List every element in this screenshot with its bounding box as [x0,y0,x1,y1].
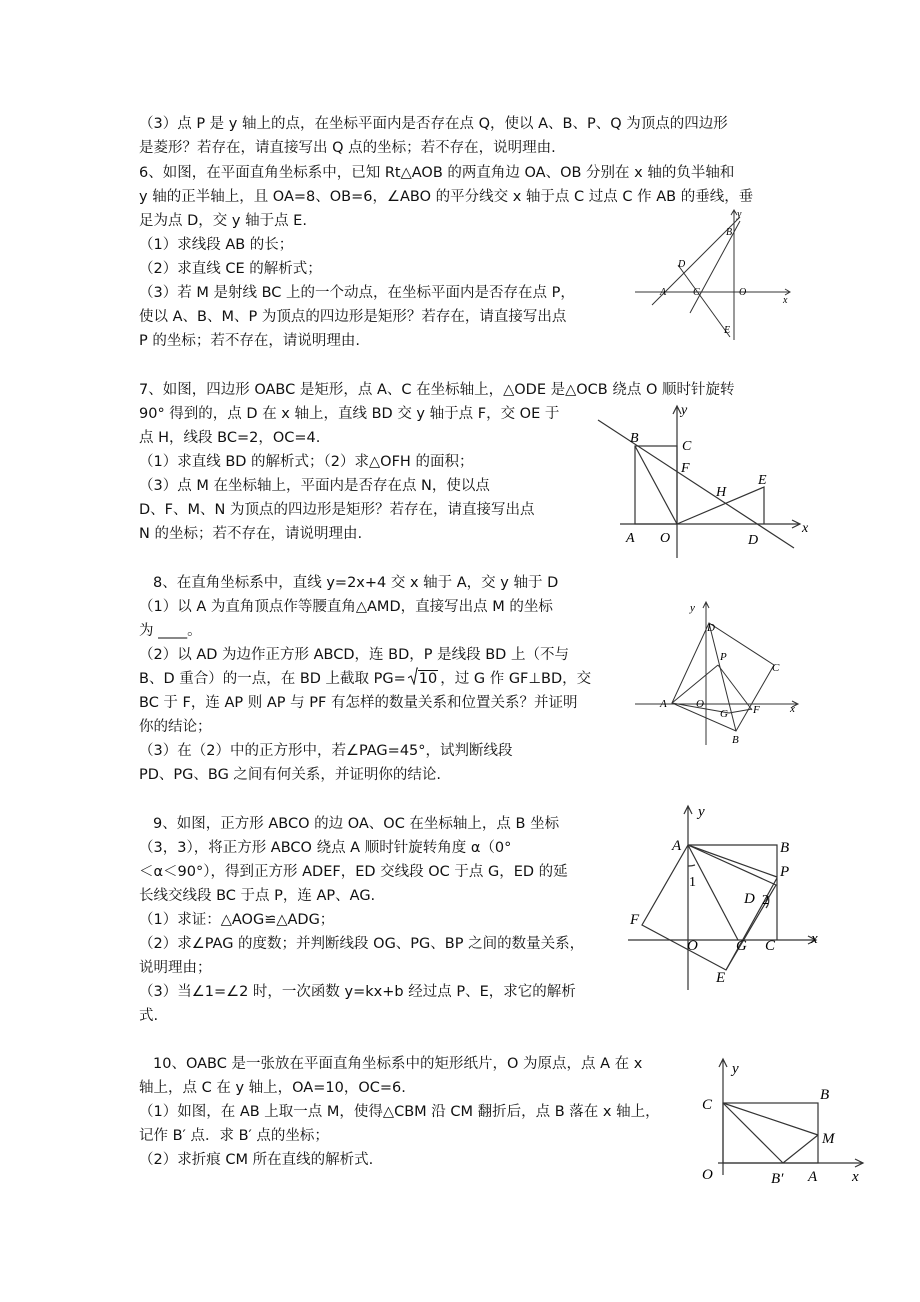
label-E: E [758,473,767,488]
text-line: 记作 B′ 点．求 B′ 点的坐标； [139,1128,329,1144]
text-line: 7、如图，四边形 OABC 是矩形，点 A、C 在坐标轴上，△ODE 是△OCB 绕点 O 顺时针旋转 [139,382,735,398]
text-line: 足为点 D，交 y 轴于点 E. [139,213,307,229]
label-O: O [660,531,671,546]
radicand: 10 [418,671,438,687]
label-D: D [678,259,686,270]
text-line: （2）求折痕 CM 所在直线的解析式. [139,1152,374,1168]
label-A: A [672,838,682,854]
text-line: 说明理由； [139,960,212,976]
label-B: B [780,840,790,856]
label-D: D [744,891,755,907]
text-line: （1）求线段 AB 的长； [139,237,294,253]
text-line: 你的结论； [139,719,212,735]
text-line: BC 于 F，连 AP 则 AP 与 PF 有怎样的数量关系和位置关系？并证明 [139,695,578,711]
label-E: E [716,970,726,986]
label-O: O [696,698,704,710]
text-line: 10、OABC 是一张放在平面直角坐标系中的矩形纸片，O 为原点，点 A 在 x [153,1056,643,1072]
figure-q10 [698,1055,873,1190]
label-angle-2: 2 [762,893,769,908]
label-A: A [626,531,635,546]
text-line: （3，3），将正方形 ABCO 绕点 A 顺时针旋转角度 α（0° [139,840,512,856]
text-line: （3）在（2）中的正方形中，若∠PAG=45°，试判断线段 [139,743,513,759]
label-P: P [780,864,790,880]
text-line: ＜α＜90°），得到正方形 ADEF，ED 交线段 OC 于点 G，ED 的延 [139,864,568,880]
label-B: B [630,431,639,446]
text-line: 是菱形？若存在，请直接写出 Q 点的坐标；若不存在，说明理由. [139,140,556,156]
label-G: G [720,708,728,720]
text-line: P 的坐标；若不存在，请说明理由. [139,333,360,349]
label-B: B [820,1087,830,1103]
text-line: （2）求∠PAG 的度数；并判断线段 OG、PG、BP 之间的数量关系， [139,936,585,952]
label-y: y [698,804,705,820]
text-line: （1）求证：△AOG≌△ADG； [139,912,335,928]
figure-q9 [620,800,830,995]
figure-q7 [590,398,815,563]
text-line: 9、如图，正方形 ABCO 的边 OA、OC 在坐标轴上，点 B 坐标 [153,816,560,832]
text-line: 式. [139,1008,159,1024]
label-y: y [690,602,695,614]
label-H: H [716,485,727,500]
text-line: 使以 A、B、M、P 为顶点的四边形是矩形？若存在，请直接写出点 [139,309,567,325]
text-line: 长线交线段 BC 于点 P，连 AP、AG. [139,888,376,904]
label-x: x [852,1169,859,1185]
label-B: B [732,734,739,746]
text-segment: ，过 G 作 GF⊥BD，交 [440,671,592,687]
label-F: F [681,461,690,476]
label-B-prime: B′ [771,1171,784,1187]
text-line: N 的坐标；若不存在，请说明理由. [139,526,363,542]
figure-q6 [630,205,795,345]
text-line: （2）以 AD 为边作正方形 ABCD，连 BD，P 是线段 BD 上（不与 [139,647,569,663]
label-P: P [720,651,727,663]
label-A: A [808,1169,818,1185]
q5-tail [139,112,799,160]
sqrt-10 [408,667,438,691]
label-O: O [702,1167,713,1183]
label-x: x [790,703,795,715]
text-line: （3）点 P 是 y 轴上的点，在坐标平面内是否存在点 Q，使以 A、B、P、Q 为顶点的四边形 [139,116,728,132]
label-C: C [702,1097,713,1113]
label-y: y [737,209,742,220]
figure-q8 [620,597,805,747]
text-line: （3）点 M 在坐标轴上，平面内是否存在点 N，使以点 [139,478,490,494]
label-C: C [693,287,700,298]
label-C: C [765,938,776,954]
label-x: x [811,931,818,947]
label-y: y [732,1061,739,1077]
label-C: C [772,662,780,674]
text-line: PD、PG、BG 之间有何关系，并证明你的结论. [139,767,442,783]
label-M: M [822,1131,835,1147]
text-line: （3）若 M 是射线 BC 上的一个动点，在坐标平面内是否存在点 P， [139,285,575,301]
label-C: C [682,439,692,454]
text-line: （2）求直线 CE 的解析式； [139,261,322,277]
text-line: 点 H，线段 BC=2，OC=4. [139,430,321,446]
label-D: D [707,622,715,634]
text-segment: B、D 重合）的一点，在 BD 上截取 PG= [139,671,406,687]
text-line: 6、如图，在平面直角坐标系中，已知 Rt△AOB 的两直角边 OA、OB 分别在 x 轴的负半轴和 [139,165,735,181]
label-x: x [802,521,809,536]
text-line: （1）以 A 为直角顶点作等腰直角△AMD，直接写出点 M 的坐标 [139,599,553,615]
label-A: A [660,287,667,298]
text-line: （1）如图，在 AB 上取一点 M，使得△CBM 沿 CM 翻折后，点 B 落在 x 轴上， [139,1104,660,1120]
label-G: G [736,938,747,954]
text-line: 轴上，点 C 在 y 轴上，OA=10，OC=6. [139,1080,406,1096]
text-line: （3）当∠1=∠2 时，一次函数 y=kx+b 经过点 P、E，求它的解析 [139,984,576,1000]
label-angle-1: 1 [689,875,696,890]
label-O: O [687,938,698,954]
label-B: B [726,227,733,238]
label-y: y [681,403,688,418]
text-line: （1）求直线 BD 的解析式；（2）求△OFH 的面积； [139,454,474,470]
text-line: 90° 得到的，点 D 在 x 轴上，直线 BD 交 y 轴于点 F，交 OE 于 [139,406,560,422]
label-F: F [630,912,640,928]
text-line: D、F、M、N 为顶点的四边形是矩形？若存在，请直接写出点 [139,502,535,518]
label-x: x [783,295,788,306]
label-F: F [753,704,760,716]
label-D: D [748,533,759,548]
label-O: O [739,287,747,298]
text-line: 为 ____。 [139,623,202,639]
label-A: A [660,698,667,710]
text-line: 8、在直角坐标系中，直线 y=2x+4 交 x 轴于 A，交 y 轴于 D [153,575,559,591]
text-line: y 轴的正半轴上，且 OA=8、OB=6，∠ABO 的平分线交 x 轴于点 C 过点 C 作 AB 的垂线，垂 [139,189,754,205]
label-E: E [724,325,731,336]
